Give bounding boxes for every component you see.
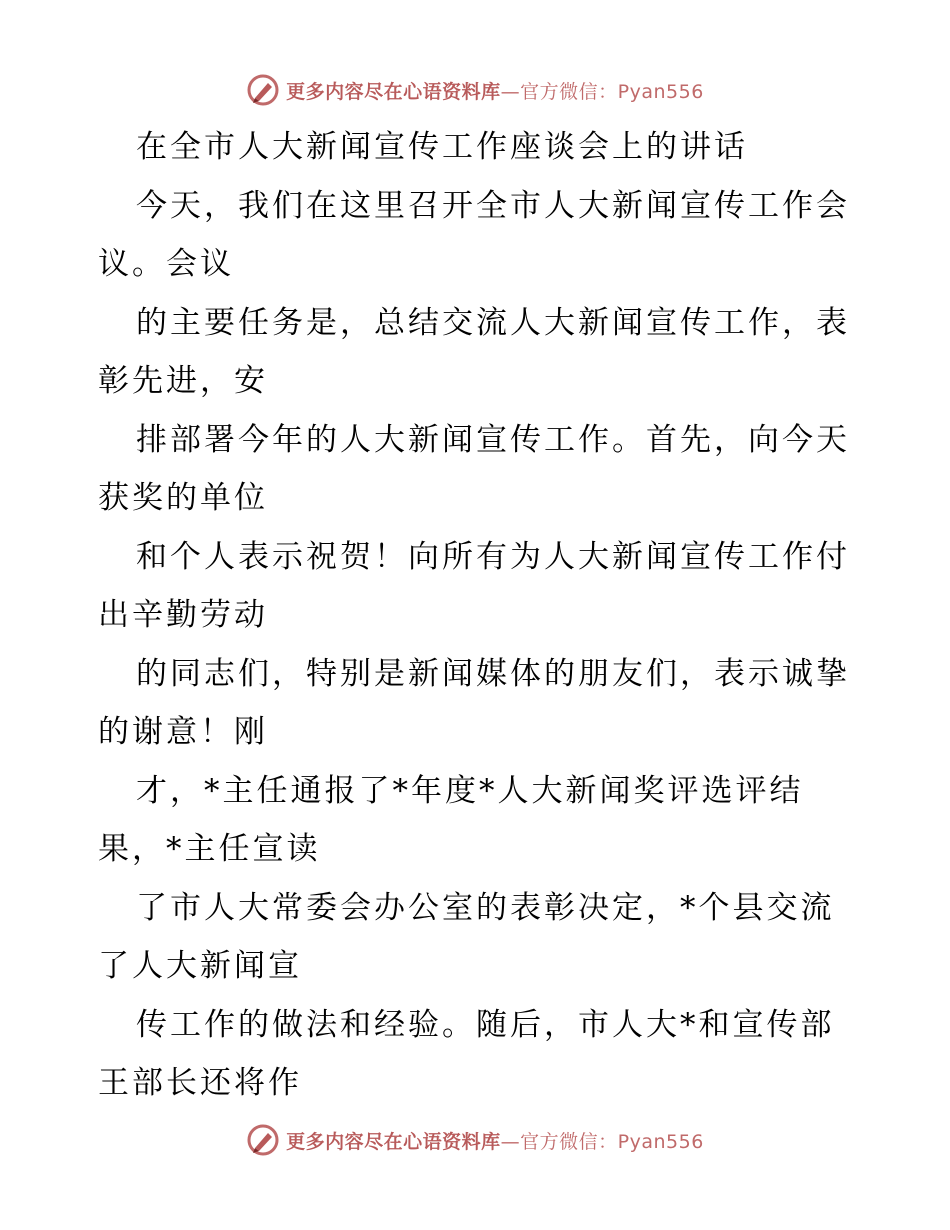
text-line: 议。会议 <box>98 246 234 282</box>
text-line: 王部长还将作 <box>98 1065 302 1101</box>
pen-logo-icon <box>246 1123 280 1157</box>
header-banner-text <box>286 77 704 104</box>
text-line: 才，*主任通报了*年度*人大新闻奖评选评结 <box>136 772 804 809</box>
text-line: 出辛勤劳动 <box>98 597 268 633</box>
header-contact-text: 官方微信：Pyan556 <box>520 80 704 103</box>
header-banner <box>0 70 950 110</box>
footer-banner <box>0 1120 950 1160</box>
footer-brand-text: 更多内容尽在心语资料库 <box>286 1130 501 1153</box>
text-line: 传工作的做法和经验。随后，市人大*和宣传部 <box>136 1006 835 1043</box>
footer-dash: — <box>500 1130 521 1153</box>
text-line: 获奖的单位 <box>98 480 268 516</box>
text-line: 和个人表示祝贺！向所有为人大新闻宣传工作付 <box>136 538 850 575</box>
text-line: 了市人大常委会办公室的表彰决定，*个县交流 <box>136 889 835 926</box>
text-line: 的主要任务是，总结交流人大新闻宣传工作，表 <box>136 304 850 341</box>
footer-banner-text <box>286 1127 704 1154</box>
text-line: 的同志们，特别是新闻媒体的朋友们，表示诚挚 <box>136 655 850 692</box>
text-line: 排部署今年的人大新闻宣传工作。首先，向今天 <box>136 421 850 458</box>
text-line: 了人大新闻宣 <box>98 948 302 984</box>
pen-logo-icon <box>246 73 280 107</box>
text-line: 果，*主任宣读 <box>98 831 321 867</box>
document-title: 在全市人大新闻宣传工作座谈会上的讲话 <box>136 129 748 165</box>
header-dash: — <box>500 80 521 103</box>
footer-contact-text: 官方微信：Pyan556 <box>520 1130 704 1153</box>
document-body <box>98 118 858 1113</box>
text-line: 彰先进，安 <box>98 363 268 399</box>
header-brand-text: 更多内容尽在心语资料库 <box>286 80 501 103</box>
text-line: 的谢意！刚 <box>98 714 268 750</box>
text-line: 今天，我们在这里召开全市人大新闻宣传工作会 <box>136 187 850 224</box>
